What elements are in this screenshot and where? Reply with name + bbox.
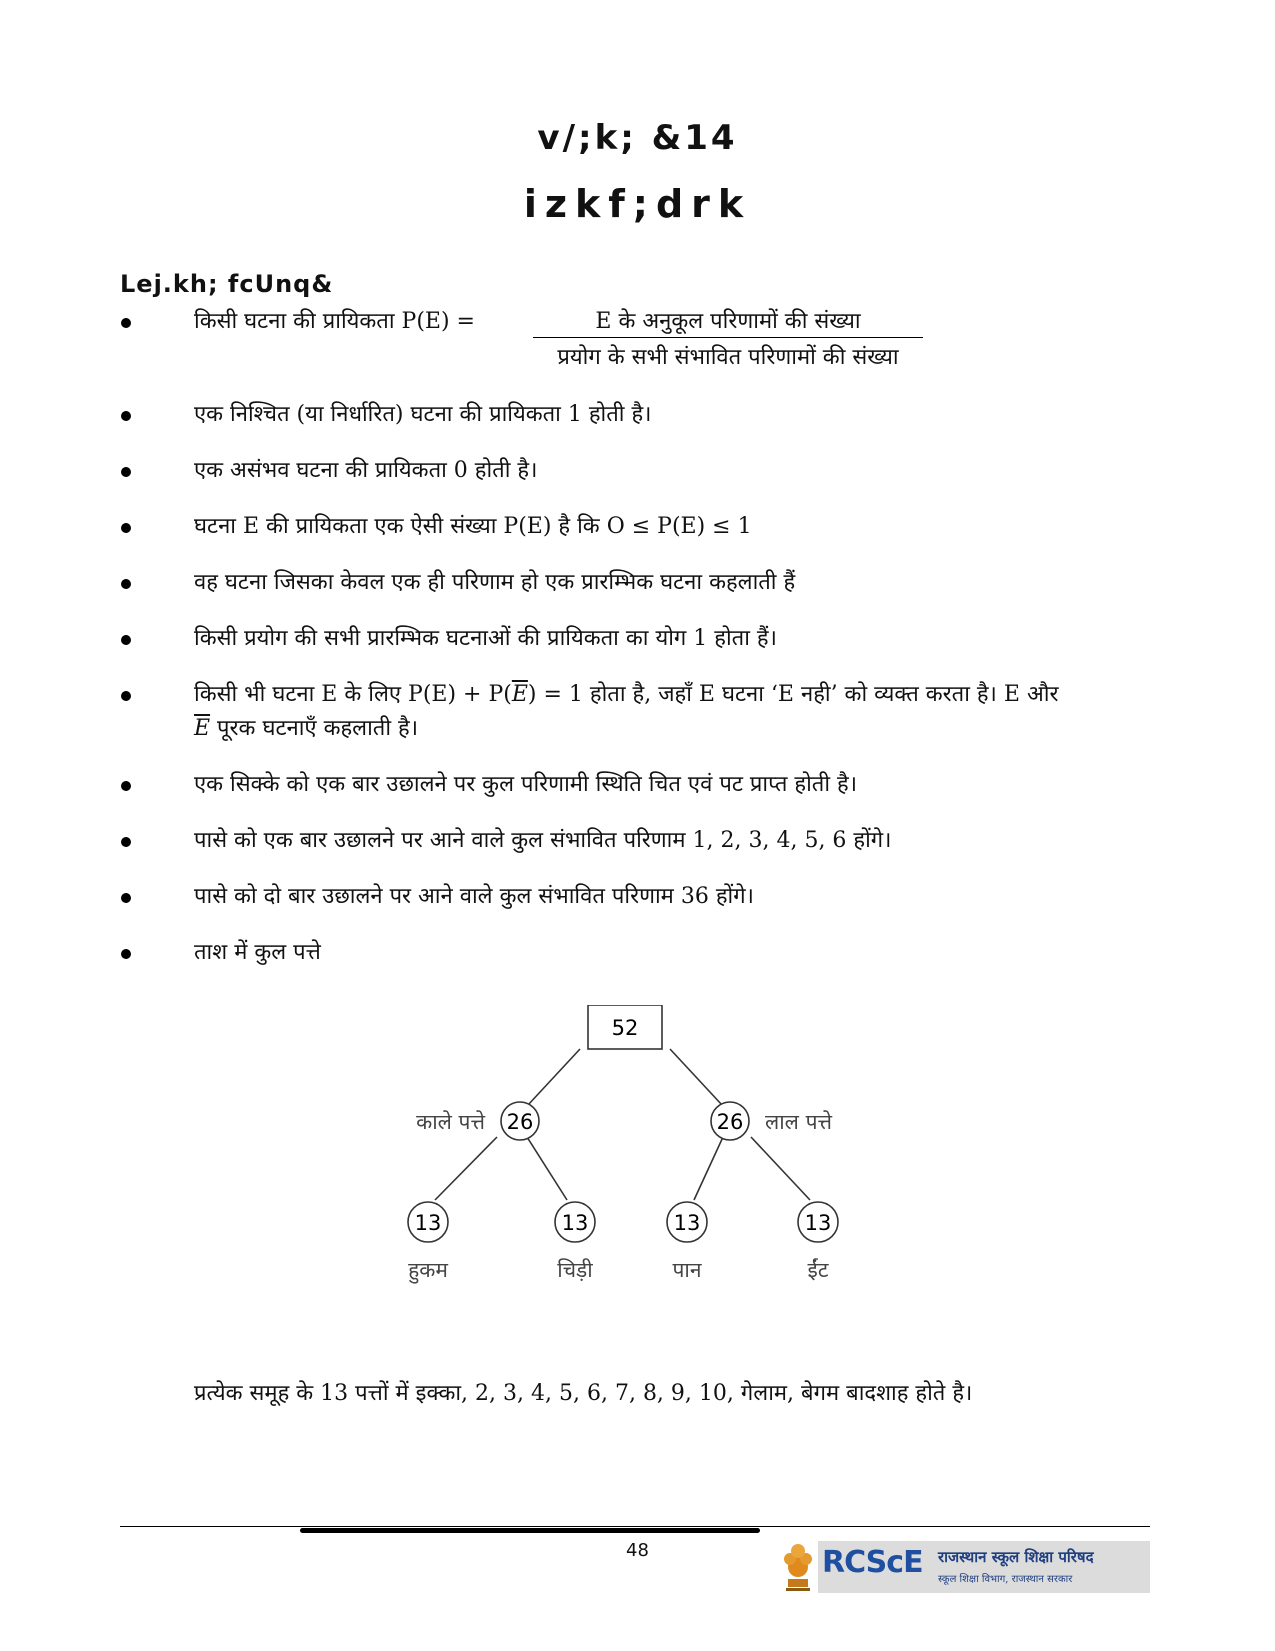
bullet-dot xyxy=(121,467,131,477)
leaf-node-label: हुकम xyxy=(408,1258,448,1282)
bullet-text: ताश में कुल पत्ते xyxy=(194,940,321,965)
root-node-value: 52 xyxy=(611,1016,639,1040)
bullet-dot xyxy=(121,579,131,589)
logo-wordmark: RCScE xyxy=(822,1545,923,1580)
edge-right-leaf4 xyxy=(751,1137,810,1200)
footer-rule xyxy=(120,1526,1150,1527)
bullet-text: एक सिक्के को एक बार उछालने पर कुल परिणामी स्थिति चित एवं पट प्राप्त होती है। xyxy=(194,772,858,797)
edge-root-left xyxy=(528,1049,580,1105)
leaf-node-value: 13 xyxy=(414,1211,442,1235)
chapter-number: v/;k; &14 xyxy=(537,118,738,158)
leaf-node-label: चिड़ी xyxy=(557,1258,593,1282)
right-node-value: 26 xyxy=(716,1110,744,1134)
formula-lead: किसी घटना की प्रायिकता P(E) = xyxy=(194,309,475,334)
bullet-dot xyxy=(121,691,131,701)
complement-part3: पूरक घटनाएँ कहलाती है। xyxy=(210,716,419,741)
edge-right-leaf3 xyxy=(694,1137,723,1200)
bullet-dot xyxy=(121,893,131,903)
complement-part1: किसी भी घटना E के लिए P(E) + P( xyxy=(194,682,512,707)
page-number: 48 xyxy=(626,1540,649,1561)
bullet-dot xyxy=(121,411,131,421)
e-bar-symbol: $\overline{E}$ xyxy=(194,716,211,741)
fraction-bar xyxy=(533,337,923,338)
footer-rule-thick xyxy=(300,1528,760,1533)
bullet-text: पासे को दो बार उछालने पर आने वाले कुल संभावित परिणाम 36 होंगे। xyxy=(194,884,754,909)
bullet-text: वह घटना जिसका केवल एक ही परिणाम हो एक प्रारम्भिक घटना कहलाती हैं xyxy=(194,570,796,595)
leaf-node-value: 13 xyxy=(804,1211,832,1235)
bullet-dot xyxy=(121,635,131,645)
closing-line: प्रत्येक समूह के 13 पत्तों में इक्का, 2, 3, 4, 5, 6, 7, 8, 9, 10, गेलाम, बेगम बादशाह होते है। xyxy=(194,1381,973,1406)
bullet-text-complement xyxy=(194,678,1154,746)
bullet-text: एक निश्चित (या निर्धारित) घटना की प्रायिकता 1 होती है। xyxy=(194,402,652,427)
edge-left-leaf2 xyxy=(527,1137,567,1200)
bullet-text: एक असंभव घटना की प्रायिकता 0 होती है। xyxy=(194,458,538,483)
bullet-text: पासे को एक बार उछालने पर आने वाले कुल संभावित परिणाम 1, 2, 3, 4, 5, 6 होंगे। xyxy=(194,828,892,853)
bullet-dot xyxy=(121,949,131,959)
leaf-node-value: 13 xyxy=(673,1211,701,1235)
section-heading: Lej.kh; fcUnq& xyxy=(120,270,334,298)
fraction-numerator: E के अनुकूल परिणामों की संख्या xyxy=(595,309,861,334)
national-emblem-icon xyxy=(780,1539,816,1595)
fraction-denominator: प्रयोग के सभी संभावित परिणामों की संख्या xyxy=(557,345,899,370)
bullet-text: किसी प्रयोग की सभी प्रारम्भिक घटनाओं की प्रायिकता का योग 1 होता हैं। xyxy=(194,626,777,651)
leaf-node-label: पान xyxy=(672,1258,702,1282)
leaf-node-label: ईंट xyxy=(807,1258,829,1282)
e-bar-symbol: $\overline{E}$ xyxy=(511,682,528,707)
bullet-dot xyxy=(121,781,131,791)
left-node-label: काले पत्ते xyxy=(416,1110,485,1134)
rcsce-logo xyxy=(778,1537,1150,1599)
logo-org-name: राजस्थान स्कूल शिक्षा परिषद xyxy=(938,1548,1094,1566)
bullet-text: घटना E की प्रायिकता एक ऐसी संख्या P(E) है कि O ≤ P(E) ≤ 1 xyxy=(194,514,752,539)
edge-root-right xyxy=(670,1049,722,1105)
edge-left-leaf1 xyxy=(435,1137,497,1200)
complement-part2: ) = 1 होता है, जहाँ E घटना ‘E नही’ को व्यक्त करता है। E और xyxy=(527,682,1059,707)
bullet-dot xyxy=(121,318,131,328)
bullet-dot xyxy=(121,837,131,847)
card-tree-diagram xyxy=(390,1005,890,1335)
right-node-label: लाल पत्ते xyxy=(765,1110,833,1134)
bullet-dot xyxy=(121,523,131,533)
logo-org-subtitle: स्कूल शिक्षा विभाग, राजस्थान सरकार xyxy=(938,1574,1073,1585)
chapter-title: izkf;drk xyxy=(523,182,752,226)
tree-edges xyxy=(435,1049,810,1200)
left-node-value: 26 xyxy=(506,1110,534,1134)
leaf-node-value: 13 xyxy=(561,1211,589,1235)
